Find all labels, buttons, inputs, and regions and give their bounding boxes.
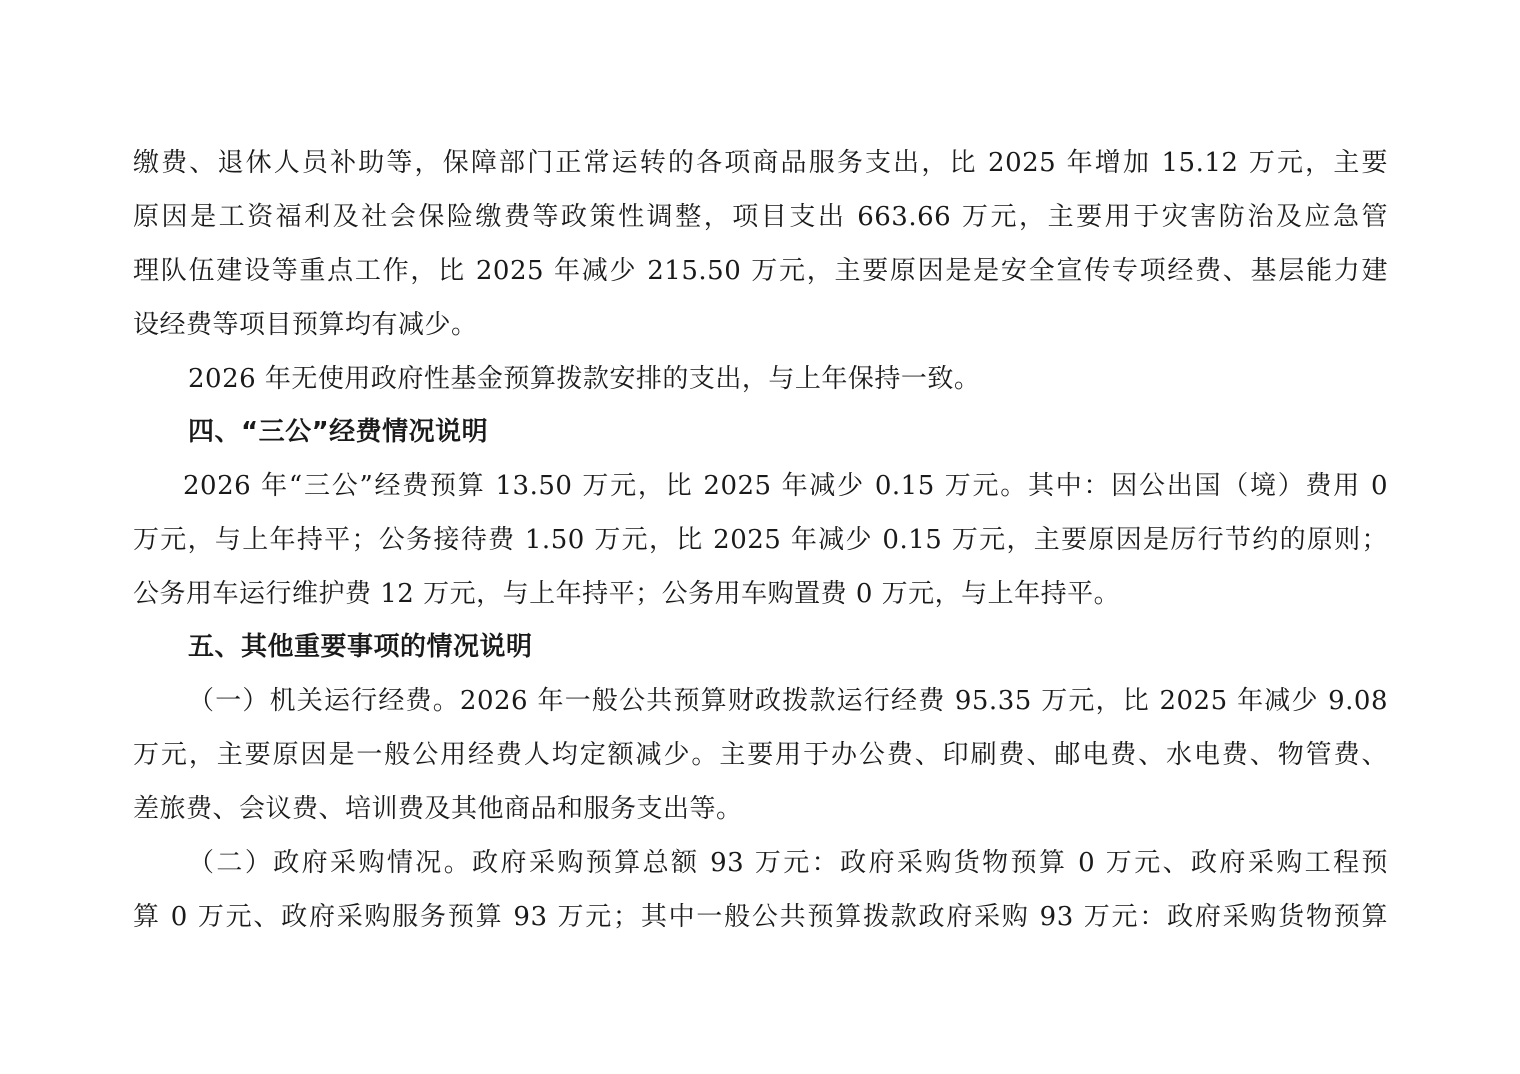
body-text-line: （二）政府采购情况。政府采购预算总额 93 万元：政府采购货物预算 0 万元、政府采购工程预 [188,848,1388,878]
body-text-line: 理队伍建设等重点工作，比 2025 年减少 215.50 万元，主要原因是是安全宣传专项经费、基层能力建 [133,256,1388,286]
body-text-line: 算 0 万元、政府采购服务预算 93 万元；其中一般公共预算拨款政府采购 93 万元：政府采购货物预算 [133,902,1388,932]
body-text-line: 2026 年“三公”经费预算 13.50 万元，比 2025 年减少 0.15 万元。其中：因公出国（境）费用 0 [183,471,1388,501]
body-text-line: 万元，与上年持平；公务接待费 1.50 万元，比 2025 年减少 0.15 万元，主要原因是厉行节约的原则； [133,525,1388,555]
section-heading: 四、“三公”经费情况说明 [188,417,489,447]
body-text-line: 2026 年无使用政府性基金预算拨款安排的支出，与上年保持一致。 [188,364,981,394]
body-text-line: 原因是工资福利及社会保险缴费等政策性调整，项目支出 663.66 万元，主要用于灾害防治及应急管 [133,202,1388,232]
body-text-line: 缴费、退休人员补助等，保障部门正常运转的各项商品服务支出，比 2025 年增加 15.12 万元，主要 [133,148,1388,178]
body-text-line: 差旅费、会议费、培训费及其他商品和服务支出等。 [133,794,743,824]
body-text-line: 公务用车运行维护费 12 万元，与上年持平；公务用车购置费 0 万元，与上年持平。 [133,579,1121,609]
body-text-line: 设经费等项目预算均有减少。 [133,310,478,340]
body-text-line: 万元，主要原因是一般公用经费人均定额减少。主要用于办公费、印刷费、邮电费、水电费、物管费、 [133,740,1388,770]
section-heading: 五、其他重要事项的情况说明 [188,632,533,662]
body-text-line: （一）机关运行经费。2026 年一般公共预算财政拨款运行经费 95.35 万元，比 2025 年减少 9.08 [188,686,1388,716]
